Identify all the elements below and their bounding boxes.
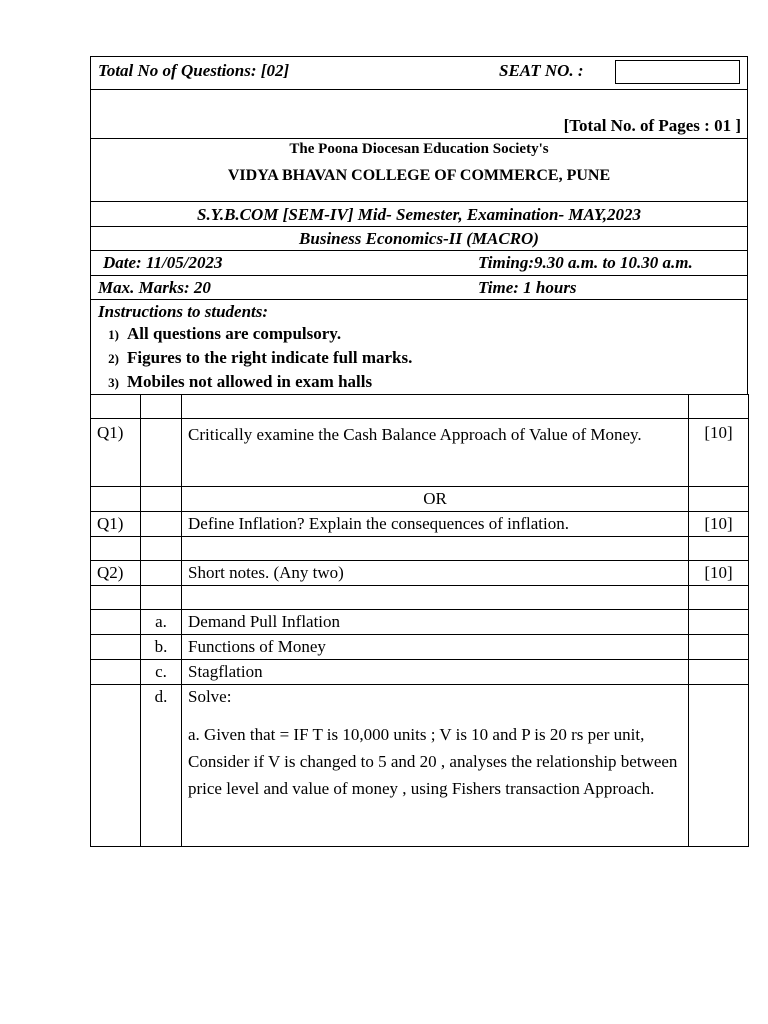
table-row [91,512,749,537]
marks-row [90,275,748,299]
table-row [91,395,749,419]
subject-row [90,226,748,250]
exam-timing: Timing:9.30 a.m. to 10.30 a.m. [478,253,693,272]
table-row [91,610,749,635]
question-marks: [10] [689,419,749,487]
instructions-list [91,324,412,396]
question-marks: [10] [689,512,749,537]
subquestion-label: c. [141,660,182,685]
total-questions: Total No of Questions: [02] [98,61,290,80]
subquestion-label: a. [141,610,182,635]
instructions-block [90,299,748,394]
subquestion-text: Demand Pull Inflation [182,610,689,635]
subquestion-cell [182,685,689,847]
college-name: VIDYA BHAVAN COLLEGE OF COMMERCE, PUNE [227,167,611,184]
instruction-item: 2) Figures to the right indicate full marks. [108,348,413,367]
table-row [91,586,749,610]
exam-date: Date: 11/05/2023 [103,253,223,272]
instructions-heading: Instructions to students: [98,302,269,321]
seat-no-box[interactable] [615,60,740,84]
exam-duration: Time: 1 hours [478,278,577,297]
question-text: Short notes. (Any two) [182,561,689,586]
subject: Business Economics-II (MACRO) [299,229,539,248]
subquestion-label: d. [141,685,182,847]
society-name: The Poona Diocesan Education Society's [289,141,549,157]
table-row [91,561,749,586]
pages-row [90,89,748,138]
exam-paper [90,56,748,847]
table-row [91,635,749,660]
institution-block [90,138,748,201]
table-row [91,537,749,561]
table-row [91,660,749,685]
question-number: Q1) [91,419,141,487]
total-pages: [Total No. of Pages : 01 ] [563,116,741,135]
table-row [91,685,749,847]
question-text: Define Inflation? Explain the consequences of inflation. [182,512,689,537]
exam-title: S.Y.B.COM [SEM-IV] Mid- Semester, Examination- MAY,2023 [197,205,641,224]
table-row [91,487,749,512]
or-separator: OR [182,487,689,512]
date-row [90,250,748,275]
header-row [90,56,748,89]
subquestion-text: Solve: [188,687,232,706]
subquestion-text: Functions of Money [182,635,689,660]
subquestion-text: Stagflation [182,660,689,685]
questions-table [90,394,749,847]
table-row [91,419,749,487]
question-number: Q1) [91,512,141,537]
question-marks: [10] [689,561,749,586]
question-number: Q2) [91,561,141,586]
problem-statement: a. Given that = IF T is 10,000 units ; V is 10 and P is 20 rs per unit, Consider if V is changed to 5 and 20 , analyses the relationship between price level and value of money , using Fishers transaction Approach. [188,725,678,798]
subquestion-label: b. [141,635,182,660]
question-text: Critically examine the Cash Balance Approach of Value of Money. [182,419,689,487]
exam-title-row [90,201,748,226]
instruction-item: 3) Mobiles not allowed in exam halls [108,372,373,391]
instruction-item: 1) All questions are compulsory. [108,324,342,343]
max-marks: Max. Marks: 20 [98,278,211,297]
seat-no-label: SEAT NO. : [499,61,584,80]
